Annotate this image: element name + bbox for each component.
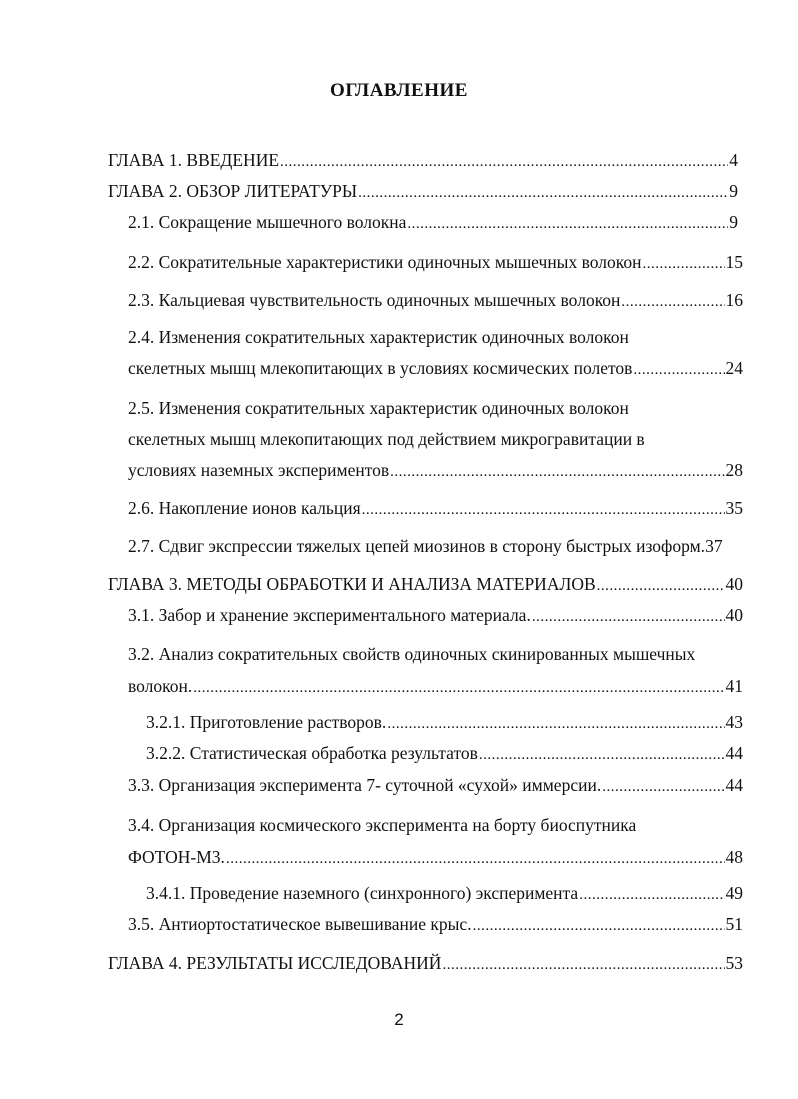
toc-page-number: 24 — [725, 358, 743, 378]
dot-leader — [358, 181, 728, 205]
toc-page-number: 44 — [725, 743, 743, 763]
toc-entry-text: 2.2. Сократительные характеристики одиночных мышечных волокон — [128, 252, 642, 272]
dot-leader — [407, 212, 728, 236]
page-number: 2 — [394, 1010, 404, 1029]
toc-entry-2-7 — [128, 534, 762, 558]
toc-entry-text: ГЛАВА 1. ВВЕДЕНИЕ — [108, 150, 280, 170]
toc-entry-chapter-3 — [108, 572, 743, 596]
toc-entry-2-5-line-3 — [128, 458, 743, 482]
toc-entry-chapter-2 — [108, 179, 738, 203]
toc-page-number: 15 — [725, 252, 743, 272]
toc-entry-text: 3.4.1. Проведение наземного (синхронного) эксперимента — [146, 883, 579, 903]
toc-page-number: 9 — [729, 181, 738, 201]
toc-entry-text: 2.6. Накопление ионов кальция — [128, 498, 361, 518]
toc-entry-text: 3.5. Антиортостатическое вывешивание крыс. — [128, 914, 472, 934]
toc-entry-chapter-1 — [108, 148, 738, 172]
dot-leader — [387, 712, 724, 736]
toc-entry-3-4-line-2 — [128, 845, 743, 869]
toc-page-number: 40 — [725, 574, 743, 594]
toc-entry-2-2 — [128, 250, 743, 274]
toc-entry-3-1 — [128, 603, 743, 627]
dot-leader — [362, 498, 725, 522]
dot-leader — [390, 460, 724, 484]
dot-leader — [532, 605, 725, 629]
dot-leader — [479, 743, 725, 767]
toc-page-number: 44 — [725, 775, 743, 795]
toc-entry-text: 2.1. Сокращение мышечного волокна — [128, 212, 407, 232]
toc-page-number: 41 — [725, 676, 743, 696]
dot-leader — [193, 676, 724, 700]
page-title: ОГЛАВЛЕНИЕ — [330, 80, 468, 101]
toc-page-number: 9 — [729, 212, 738, 232]
toc-entry-2-3 — [128, 288, 743, 312]
toc-entry-text: 2.3. Кальциевая чувствительность одиночных мышечных волокон — [128, 290, 621, 310]
toc-entry-text: ГЛАВА 4. РЕЗУЛЬТАТЫ ИССЛЕДОВАНИЙ — [108, 953, 442, 973]
dot-leader — [642, 252, 724, 276]
toc-entry-3-2-1 — [146, 710, 743, 734]
dot-leader — [597, 574, 725, 598]
toc-entry-text: 3.2.1. Приготовление растворов. — [146, 712, 387, 732]
toc-page-number: 28 — [725, 460, 743, 480]
toc-entry-text: волокон. — [128, 676, 193, 696]
toc-entry-3-2-line-1 — [128, 642, 743, 666]
dot-leader — [579, 883, 724, 907]
toc-entry-3-4-1 — [146, 881, 743, 905]
toc-entry-2-5-line-2 — [128, 427, 743, 451]
dot-leader — [621, 290, 724, 314]
toc-entry-text: 3.1. Забор и хранение экспериментального материала. — [128, 605, 531, 625]
toc-entry-3-2-line-2 — [128, 674, 743, 698]
toc-page-number: 37 — [705, 536, 723, 556]
dot-leader — [473, 914, 725, 938]
toc-entry-text: скелетных мышц млекопитающих под действием микрогравитации в — [128, 429, 645, 449]
toc-page-number: 53 — [725, 953, 743, 973]
toc-entry-text: 2.7. Сдвиг экспрессии тяжелых цепей миозинов в сторону быстрых изоформ. — [128, 536, 706, 556]
dot-leader — [226, 847, 725, 871]
toc-entry-3-5 — [128, 912, 743, 936]
toc-entry-text: 3.4. Организация космического эксперимента на борту биоспутника — [128, 815, 637, 835]
toc-page-number: 51 — [725, 914, 743, 934]
toc-page-number: 35 — [725, 498, 743, 518]
toc-entry-text: условиях наземных экспериментов — [128, 460, 390, 480]
toc-entry-text: 2.5. Изменения сократительных характеристик одиночных волокон — [128, 398, 629, 418]
toc-entry-2-1 — [128, 210, 738, 234]
toc-entry-2-6 — [128, 496, 743, 520]
toc-entry-text: 2.4. Изменения сократительных характеристик одиночных волокон — [128, 327, 629, 347]
toc-entry-text: ФОТОН-М3. — [128, 847, 225, 867]
toc-entry-2-5-line-1 — [128, 396, 743, 420]
toc-entry-text: 3.2.2. Статистическая обработка результатов — [146, 743, 478, 763]
toc-entry-text: скелетных мышц млекопитающих в условиях космических полетов — [128, 358, 633, 378]
dot-leader — [633, 358, 724, 382]
toc-page-number: 49 — [725, 883, 743, 903]
toc-page-number: 16 — [725, 290, 743, 310]
toc-entry-3-3 — [128, 773, 743, 797]
toc-page-number: 43 — [725, 712, 743, 732]
toc-page-number: 4 — [729, 150, 738, 170]
toc-entry-text: ГЛАВА 3. МЕТОДЫ ОБРАБОТКИ И АНАЛИЗА МАТЕРИАЛОВ — [108, 574, 596, 594]
toc-entry-3-4-line-1 — [128, 813, 743, 837]
toc-entry-chapter-4 — [108, 951, 743, 975]
toc-page-number: 40 — [725, 605, 743, 625]
toc-entry-text: 3.3. Организация эксперимента 7- суточной «сухой» иммерсии. — [128, 775, 602, 795]
dot-leader — [280, 150, 728, 174]
toc-entry-text: ГЛАВА 2. ОБЗОР ЛИТЕРАТУРЫ — [108, 181, 358, 201]
toc-entry-2-4-line-1 — [128, 325, 743, 349]
toc-entry-3-2-2 — [146, 741, 743, 765]
dot-leader — [602, 775, 724, 799]
toc-page-number: 48 — [725, 847, 743, 867]
toc-entry-text: 3.2. Анализ сократительных свойств одиночных скинированных мышечных — [128, 644, 696, 664]
dot-leader — [442, 953, 724, 977]
toc-entry-2-4-line-2 — [128, 356, 743, 380]
